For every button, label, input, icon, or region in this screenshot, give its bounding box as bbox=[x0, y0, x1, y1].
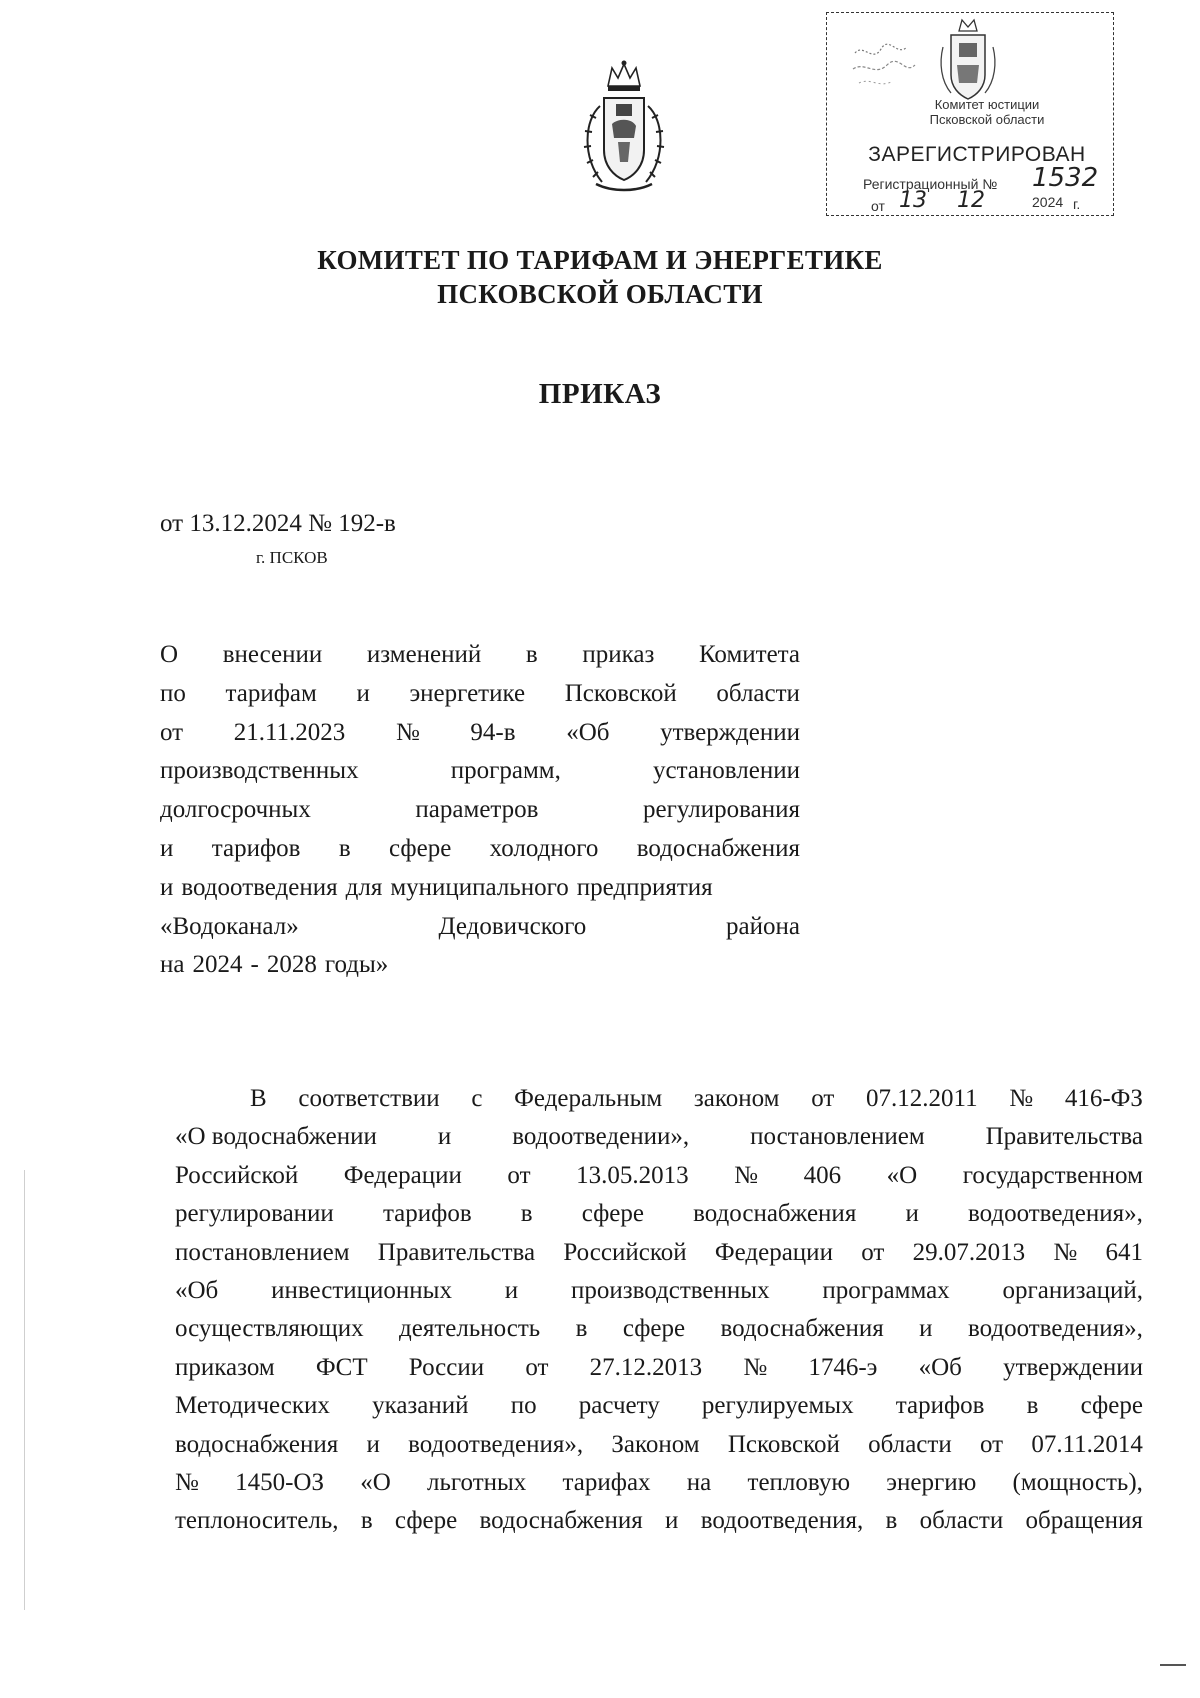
body-word: 416-ФЗ bbox=[1064, 1085, 1143, 1112]
body-word: № bbox=[1009, 1085, 1034, 1112]
subject-word: «Об bbox=[566, 718, 610, 746]
body-word: в bbox=[575, 1315, 588, 1343]
stamp-emblem-icon bbox=[937, 17, 999, 103]
stamp-department-line2: Псковской области bbox=[929, 112, 1045, 127]
body-word: Российской bbox=[175, 1161, 299, 1189]
body-word: В bbox=[250, 1085, 267, 1112]
body-word: № bbox=[175, 1468, 199, 1496]
body-word: области bbox=[868, 1430, 952, 1458]
body-word: Федерации bbox=[343, 1161, 462, 1189]
subject-word: тарифам bbox=[225, 679, 317, 707]
subject-word: № bbox=[395, 718, 420, 746]
subject-word: от bbox=[160, 718, 184, 746]
body-word: от bbox=[507, 1161, 531, 1189]
body-word: «О водоснабжении bbox=[175, 1123, 377, 1151]
stamp-department-line1: Комитет юстиции bbox=[934, 97, 1040, 112]
body-line bbox=[175, 1080, 1143, 1118]
body-word: № bbox=[743, 1353, 768, 1381]
body-word: «Об bbox=[175, 1276, 219, 1304]
body-word: 641 bbox=[1105, 1238, 1143, 1266]
subject-word: производственных bbox=[160, 757, 359, 785]
body-word: водоотведения», bbox=[408, 1430, 584, 1458]
subject-line bbox=[160, 791, 800, 830]
subject-word: на bbox=[160, 951, 185, 979]
body-word: организаций, bbox=[1002, 1276, 1143, 1304]
body-word: в bbox=[360, 1507, 373, 1535]
body-word: «О bbox=[886, 1161, 918, 1189]
body-line bbox=[175, 1387, 1143, 1425]
subject-word: 2024 bbox=[192, 951, 243, 979]
stamp-registration-number: 1532 bbox=[1032, 163, 1099, 193]
body-word: «Об bbox=[918, 1353, 962, 1381]
subject-word: энергетике bbox=[409, 679, 526, 707]
organization-title-line1: КОМИТЕТ ПО ТАРИФАМ И ЭНЕРГЕТИКЕ bbox=[317, 245, 883, 275]
subject-word: в bbox=[525, 641, 538, 668]
body-word: производственных bbox=[570, 1276, 770, 1304]
subject-line bbox=[160, 908, 800, 947]
subject-word: приказ bbox=[582, 641, 655, 668]
subject-word: водоснабжения bbox=[636, 834, 800, 862]
body-word: Правительства bbox=[985, 1123, 1143, 1151]
body-word: 27.12.2013 bbox=[589, 1353, 703, 1381]
body-word: и bbox=[905, 1200, 919, 1228]
body-word: Федеральным bbox=[514, 1085, 663, 1112]
body-word: сфере bbox=[622, 1315, 686, 1343]
subject-word: долгосрочных bbox=[160, 796, 311, 824]
body-word: утверждении bbox=[1003, 1353, 1143, 1381]
subject-word: «Водоканал» bbox=[160, 912, 299, 940]
stamp-date-month: 12 bbox=[957, 188, 985, 213]
body-word: водоснабжения bbox=[693, 1200, 857, 1228]
subject-line bbox=[160, 752, 800, 791]
body-word: тарифов bbox=[382, 1200, 472, 1228]
body-word: регулировании bbox=[175, 1200, 334, 1228]
body-word: сфере bbox=[581, 1200, 644, 1228]
organization-title-line2: ПСКОВСКОЙ ОБЛАСТИ bbox=[437, 279, 763, 309]
body-line bbox=[175, 1234, 1143, 1272]
subject-word: 2028 bbox=[266, 951, 317, 979]
body-word: в bbox=[520, 1200, 533, 1228]
body-line bbox=[175, 1118, 1143, 1156]
subject-word: годы» bbox=[324, 951, 389, 979]
body-word: России bbox=[408, 1353, 485, 1381]
body-word: и bbox=[437, 1123, 452, 1151]
stamp-date-suffix: г. bbox=[1073, 196, 1081, 212]
stamp-department bbox=[887, 97, 1087, 127]
body-line bbox=[175, 1502, 1143, 1540]
body-line bbox=[175, 1157, 1143, 1195]
stamp-signature-scribble bbox=[849, 35, 919, 95]
body-word: области bbox=[919, 1507, 1004, 1535]
subject-word: в bbox=[338, 834, 351, 862]
subject-word: и bbox=[160, 873, 174, 901]
body-word: Методических bbox=[175, 1392, 330, 1420]
body-word: тепловую bbox=[747, 1468, 851, 1496]
body-word: расчету bbox=[578, 1392, 660, 1420]
registration-stamp bbox=[826, 12, 1114, 216]
document-city: г. ПСКОВ bbox=[256, 548, 328, 567]
subject-line bbox=[160, 675, 800, 714]
subject-word: для bbox=[345, 873, 383, 901]
subject-word: предприятия bbox=[576, 873, 713, 901]
subject-word: тарифов bbox=[211, 834, 301, 862]
body-word: 29.07.2013 bbox=[912, 1238, 1026, 1266]
body-word: постановлением bbox=[750, 1123, 925, 1151]
subject-word: 94-в bbox=[470, 718, 516, 746]
subject-word: и bbox=[160, 834, 174, 862]
body-word: государственном bbox=[962, 1161, 1143, 1189]
body-line bbox=[175, 1272, 1143, 1310]
body-line bbox=[175, 1464, 1143, 1502]
body-word: «О bbox=[360, 1468, 391, 1496]
body-word: водоснабжения bbox=[479, 1507, 643, 1535]
body-word: Законом bbox=[611, 1430, 700, 1458]
body-word: водоотведения», bbox=[967, 1200, 1143, 1228]
subject-line bbox=[160, 830, 800, 869]
subject-word: Комитета bbox=[698, 641, 800, 668]
body-word: Правительства bbox=[377, 1238, 536, 1266]
body-word: регулируемых bbox=[701, 1392, 854, 1420]
subject-word: - bbox=[250, 951, 259, 979]
body-word: осуществляющих bbox=[175, 1315, 364, 1343]
body-word: и bbox=[919, 1315, 933, 1343]
body-word: на bbox=[686, 1468, 712, 1496]
body-word: в bbox=[1026, 1392, 1039, 1420]
subject-word: по bbox=[160, 679, 186, 707]
body-word: и bbox=[504, 1276, 519, 1304]
body-word: ФСТ bbox=[315, 1353, 368, 1381]
body-word: сфере bbox=[394, 1507, 458, 1535]
body-word: 1450-ОЗ bbox=[235, 1468, 324, 1496]
document-subject bbox=[160, 636, 800, 985]
subject-word: холодного bbox=[489, 834, 599, 862]
body-word: инвестиционных bbox=[271, 1276, 452, 1304]
body-word: Псковской bbox=[727, 1430, 840, 1458]
body-word: Российской bbox=[563, 1238, 687, 1266]
body-word: деятельность bbox=[399, 1315, 541, 1343]
subject-word: района bbox=[726, 912, 800, 940]
body-word: 07.11.2014 bbox=[1031, 1430, 1143, 1458]
body-word: приказом bbox=[175, 1353, 275, 1381]
body-word: и bbox=[665, 1507, 679, 1535]
body-word: теплоноситель, bbox=[175, 1507, 339, 1535]
subject-word: программ, bbox=[450, 757, 561, 785]
body-word: водоотведения», bbox=[967, 1315, 1143, 1343]
body-word: указаний bbox=[372, 1392, 469, 1420]
body-word: программах bbox=[822, 1276, 950, 1304]
subject-word: Дедовичского bbox=[438, 912, 587, 940]
body-word: 07.12.2011 bbox=[866, 1085, 978, 1112]
body-word: с bbox=[471, 1085, 483, 1112]
body-word: тарифов bbox=[895, 1392, 985, 1420]
body-word: 1746-э bbox=[808, 1353, 878, 1381]
stamp-date-year: 2024 bbox=[1032, 194, 1064, 210]
body-word: энергию bbox=[886, 1468, 977, 1496]
body-line bbox=[175, 1426, 1143, 1464]
body-word: водоотведения, bbox=[700, 1507, 864, 1535]
document-body bbox=[175, 1080, 1143, 1541]
subject-word: регулирования bbox=[643, 796, 800, 824]
subject-word: муниципального bbox=[390, 873, 569, 901]
body-word: (мощность), bbox=[1012, 1468, 1143, 1496]
body-word: № bbox=[1053, 1238, 1078, 1266]
body-word: постановлением bbox=[175, 1238, 350, 1266]
body-word: соответствии bbox=[298, 1085, 440, 1112]
subject-word: параметров bbox=[415, 796, 539, 824]
stamp-date-prefix: от bbox=[871, 198, 885, 214]
body-line bbox=[175, 1310, 1143, 1348]
body-word: и bbox=[366, 1430, 380, 1458]
body-line bbox=[175, 1349, 1143, 1387]
body-word: водоснабжения bbox=[720, 1315, 884, 1343]
body-word: 406 bbox=[803, 1161, 842, 1189]
scan-edge-mark bbox=[1160, 1664, 1186, 1666]
subject-word: изменений bbox=[366, 641, 482, 668]
organization-title bbox=[270, 243, 930, 311]
stamp-date-day: 13 bbox=[899, 188, 927, 213]
subject-word: области bbox=[716, 679, 800, 707]
body-word: от bbox=[811, 1085, 835, 1112]
body-word: водоотведении», bbox=[512, 1123, 690, 1151]
stamp-status: ЗАРЕГИСТРИРОВАН bbox=[868, 143, 1086, 166]
scan-edge-line bbox=[24, 1170, 25, 1610]
subject-line bbox=[160, 636, 800, 675]
subject-word: установлении bbox=[652, 757, 800, 785]
body-word: Федерации bbox=[714, 1238, 833, 1266]
subject-word: и bbox=[356, 679, 370, 707]
body-word: льготных bbox=[427, 1468, 527, 1496]
document-type: ПРИКАЗ bbox=[538, 378, 662, 410]
body-line bbox=[175, 1195, 1143, 1233]
body-word: № bbox=[734, 1161, 759, 1189]
body-word: сфере bbox=[1080, 1392, 1143, 1420]
subject-word: водоотведения bbox=[181, 873, 338, 901]
subject-word: 21.11.2023 bbox=[233, 718, 346, 746]
subject-line bbox=[160, 869, 800, 908]
body-word: обращения bbox=[1025, 1507, 1143, 1535]
body-word: водоснабжения bbox=[175, 1430, 339, 1458]
body-word: от bbox=[861, 1238, 885, 1266]
body-word: законом bbox=[693, 1085, 780, 1112]
subject-word: утверждении bbox=[660, 718, 800, 746]
document-reference: от 13.12.2024 № 192-в bbox=[160, 510, 396, 537]
subject-word: сфере bbox=[389, 834, 452, 862]
subject-word: О bbox=[160, 641, 179, 668]
subject-line bbox=[160, 946, 800, 985]
stamp-registration-label: Регистрационный № bbox=[863, 176, 998, 192]
subject-word: Псковской bbox=[564, 679, 677, 707]
body-word: от bbox=[525, 1353, 549, 1381]
body-word: тарифах bbox=[562, 1468, 651, 1496]
subject-line bbox=[160, 714, 800, 753]
body-word: 13.05.2013 bbox=[576, 1161, 689, 1189]
subject-word: внесении bbox=[222, 641, 323, 668]
coat-of-arms-emblem bbox=[578, 58, 670, 198]
body-word: в bbox=[885, 1507, 898, 1535]
body-word: по bbox=[510, 1392, 537, 1420]
body-word: от bbox=[979, 1430, 1004, 1458]
